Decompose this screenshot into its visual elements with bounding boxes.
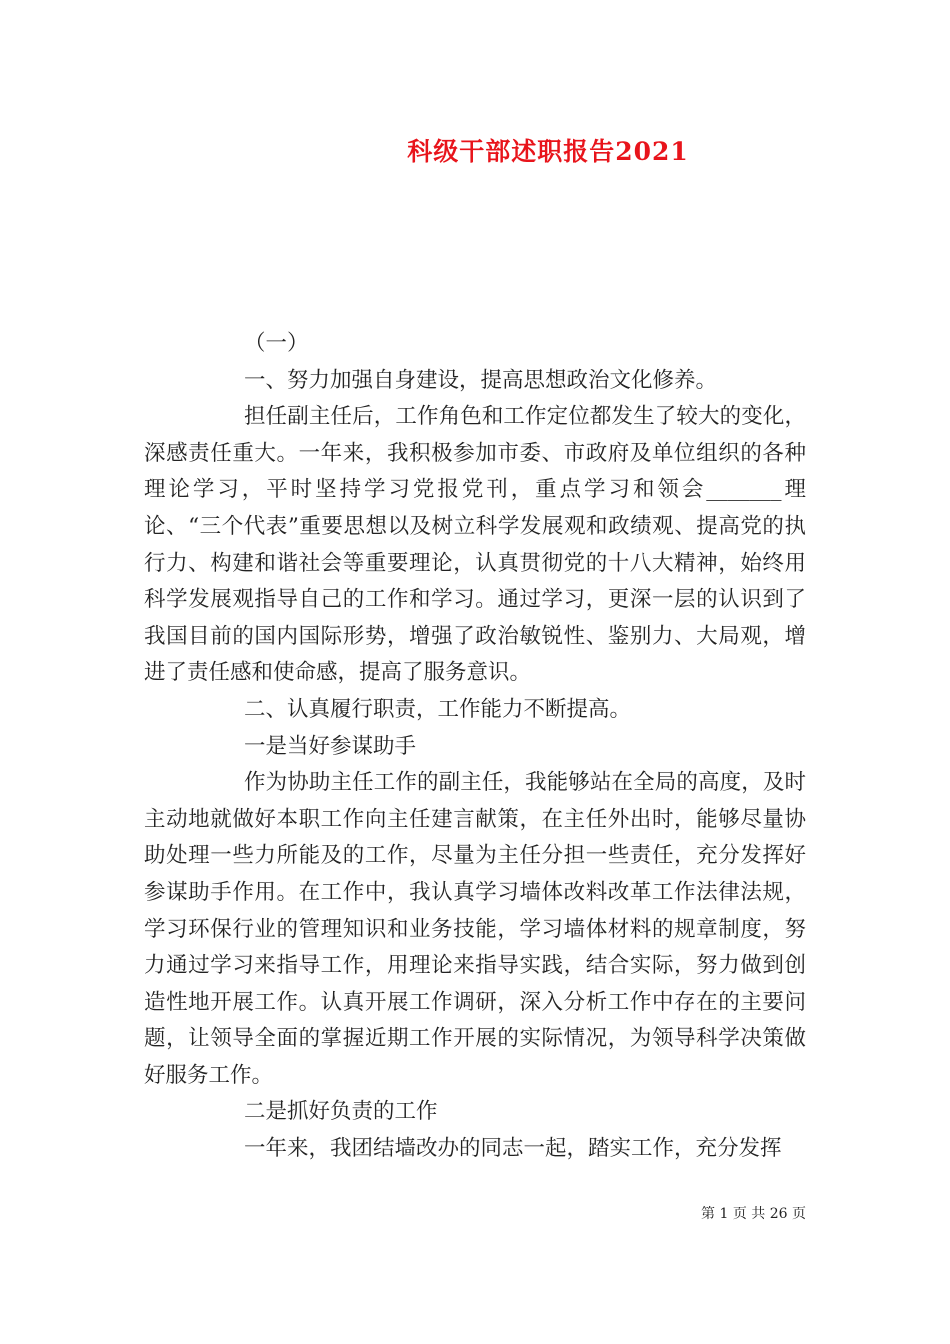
paragraph-advisor: 作为协助主任工作的副主任，我能够站在全局的高度，及时主动地就做好本职工作向主任建言献策，在主任外出时，能够尽量协助处理一些力所能及的工作，尽量为主任分担一些责任，充分发挥好参谋助手作用。在工作中，我认真学习墙体改料改革工作法律法规，学习环保行业的管理知识和业务技能，学习墙体材料的规章制度，努力通过学习来指导工作，用理论来指导实践，结合实际，努力做到创造性地开展工作。认真开展工作调研，深入分析工作中存在的主要问题，让领导全面的掌握近期工作开展的实际情况，为领导科学决策做好服务工作。: [144, 770, 806, 1088]
paragraph-section-marker: （一）: [244, 331, 309, 356]
document-body: [144, 326, 806, 1168]
subheading-advisor: 一是当好参谋助手: [244, 733, 417, 759]
subheading-responsible-work: 二是抓好负责的工作: [244, 1099, 438, 1125]
heading-section-two: 二、认真履行职责，工作能力不断提高。: [244, 696, 632, 722]
paragraph-study: 担任副主任后，工作角色和工作定位都发生了较大的变化，深感责任重大。一年来，我积极参加市委、市政府及单位组织的各种理论学习，平时坚持学习党报党刊，重点学习和领会_______理论、“三个代表”重要思想以及树立科学发展观和政绩观、提高党的执行力、构建和谐社会等重要理论，认真贯彻党的十八大精神，始终用科学发展观指导自己的工作和学习。通过学习，更深一层的认识到了我国目前的国内国际形势，增强了政治敏锐性、鉴别力、大局观，增进了责任感和使命感，提高了服务意识。: [144, 404, 806, 686]
document-title: 科级干部述职报告2021: [407, 137, 689, 166]
paragraph-responsible-work: 一年来，我团结墙改办的同志一起，踏实工作，充分发挥: [244, 1136, 782, 1162]
page-number-footer: 第 1 页 共 26 页: [701, 1206, 806, 1222]
heading-section-one: 一、努力加强自身建设，提高思想政治文化修养。: [244, 367, 718, 393]
